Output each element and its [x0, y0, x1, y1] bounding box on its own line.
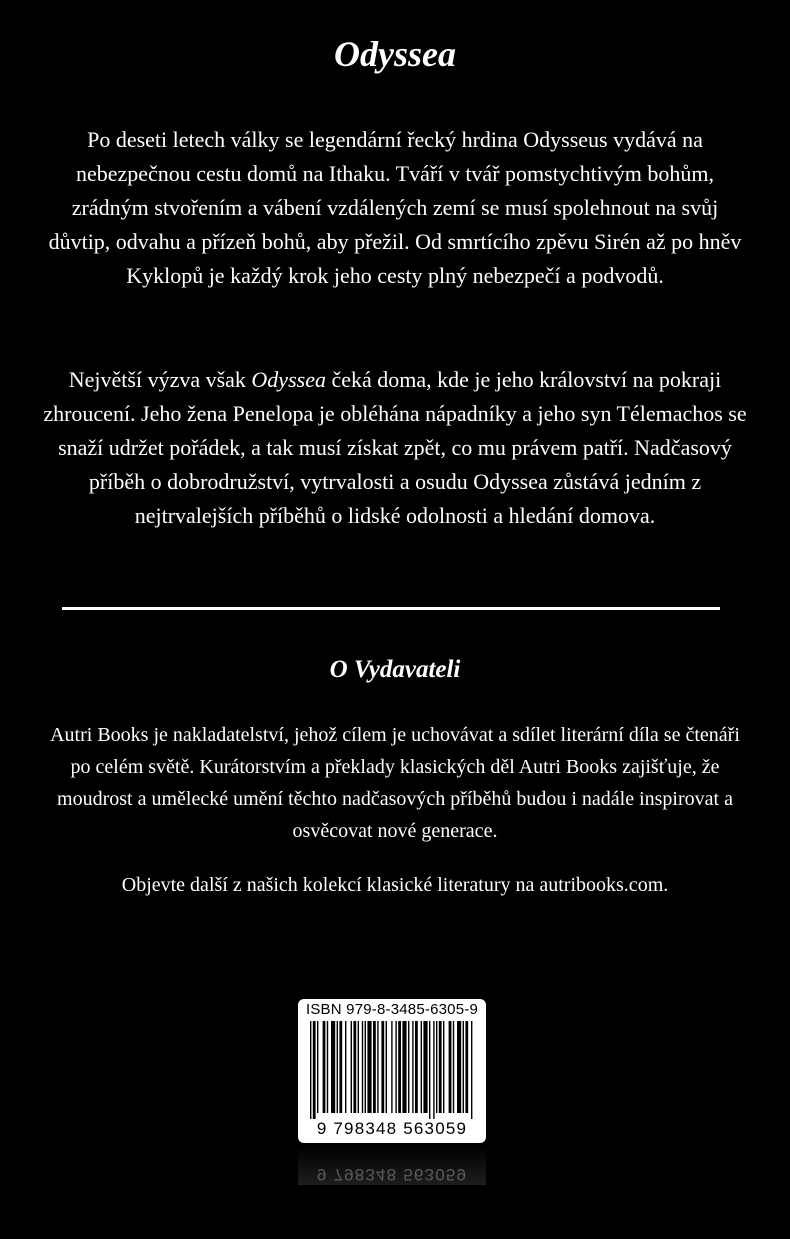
barcode-stripe — [351, 1021, 352, 1113]
barcode-stripe — [439, 1021, 442, 1113]
description-2-start: Největší výzva však — [68, 367, 252, 392]
barcode-stripe — [339, 1021, 342, 1113]
description-2-end: čeká doma, kde je jeho království na pokraji zhroucení. Jeho žena Penelopa je obléhána nápadníky a jeho syn Télemachos se snaží udržet pořádek, a tak musí získat zpět, co mu právem patří. Nadčasový příběh o dobrodružství, vytrvalosti a osudu Odyssea zůstává jedním z nejtrvalejších příběhů o lidské odolnosti a hledání domova. — [43, 367, 747, 528]
publisher-heading: O Vydavateli — [329, 656, 461, 683]
publisher-about: Autri Books je nakladatelství, jehož cílem je uchovávat a sdílet literární díla se čtenáři po celém světě. Kurátorstvím a překlady klasických děl Autri Books zajišťuje, že moudrost a umělecké umění těchto nadčasových příběhů budou i nadále inspirovat a osvěcovat nové generace. — [50, 724, 740, 842]
description-2-italic-title: Odyssea — [251, 367, 326, 392]
barcode-stripe — [436, 1021, 437, 1113]
barcode-stripe — [377, 1021, 378, 1113]
barcode-reflection — [298, 1145, 486, 1185]
barcode-bars — [308, 1021, 476, 1119]
barcode-stripe — [373, 1021, 376, 1113]
section-divider — [62, 607, 720, 610]
barcode-stripe — [463, 1021, 464, 1113]
barcode-stripe — [362, 1021, 363, 1113]
barcode-stripe — [453, 1021, 454, 1113]
barcode-stripe — [353, 1021, 356, 1113]
barcode-stripe — [457, 1021, 461, 1113]
barcode-stripe — [421, 1021, 422, 1113]
barcode-stripe — [443, 1021, 444, 1113]
barcode-stripe — [331, 1021, 335, 1113]
barcode-stripe — [391, 1021, 392, 1113]
barcode-stripe — [395, 1021, 396, 1113]
description-paragraph-2 — [40, 363, 750, 533]
barcode-stripe — [449, 1021, 452, 1113]
barcode-stripe — [429, 1021, 430, 1119]
book-title: Odyssea — [334, 34, 456, 74]
barcode-reflection-digits: 9 798348 563059 — [298, 1145, 486, 1185]
barcode-digits: 9 798348 563059 — [316, 1119, 468, 1138]
barcode-stripe — [313, 1021, 316, 1119]
publisher-cta: Objevte další z našich kolekcí klasické literatury na autribooks.com. — [121, 874, 669, 896]
barcode-stripe — [367, 1021, 371, 1113]
barcode-stripe — [310, 1021, 311, 1119]
barcode-stripe — [358, 1021, 359, 1113]
description-paragraph-1: Po deseti letech války se legendární řecký hrdina Odysseus vydává na nebezpečnou cestu domů na Ithaku. Tváří v tvář pomstychtivým bohům, zrádným stvořením a vábení vzdálených zemí se musí spolehnout na svůj důvtip, odvahu a přízeň bohů, aby přežil. Od smrtícího zpěvu Sirén až po hněv Kyklopů je každý krok jeho cesty plný nebezpečí a podvodů. — [48, 127, 742, 288]
barcode-stripe — [337, 1021, 338, 1113]
isbn-barcode — [298, 999, 486, 1143]
barcode-stripe — [345, 1021, 346, 1113]
barcode-stripe — [327, 1021, 328, 1113]
barcode-stripe — [323, 1021, 326, 1113]
barcode-stripe — [433, 1021, 434, 1119]
barcode-stripe — [415, 1021, 418, 1113]
barcode-stripe — [402, 1021, 406, 1113]
barcode-stripe — [412, 1021, 413, 1113]
barcode-stripe — [465, 1021, 468, 1113]
barcode-stripe — [408, 1021, 409, 1113]
isbn-label: ISBN 979-8-3485-6305-9 — [305, 1001, 478, 1018]
barcode-stripe — [365, 1021, 366, 1113]
barcode-stripe — [381, 1021, 384, 1113]
barcode-stripe — [386, 1021, 387, 1113]
barcode-stripe — [471, 1021, 472, 1119]
barcode-stripe — [398, 1021, 401, 1113]
barcode-stripe — [423, 1021, 427, 1113]
barcode-stripe — [317, 1021, 318, 1113]
